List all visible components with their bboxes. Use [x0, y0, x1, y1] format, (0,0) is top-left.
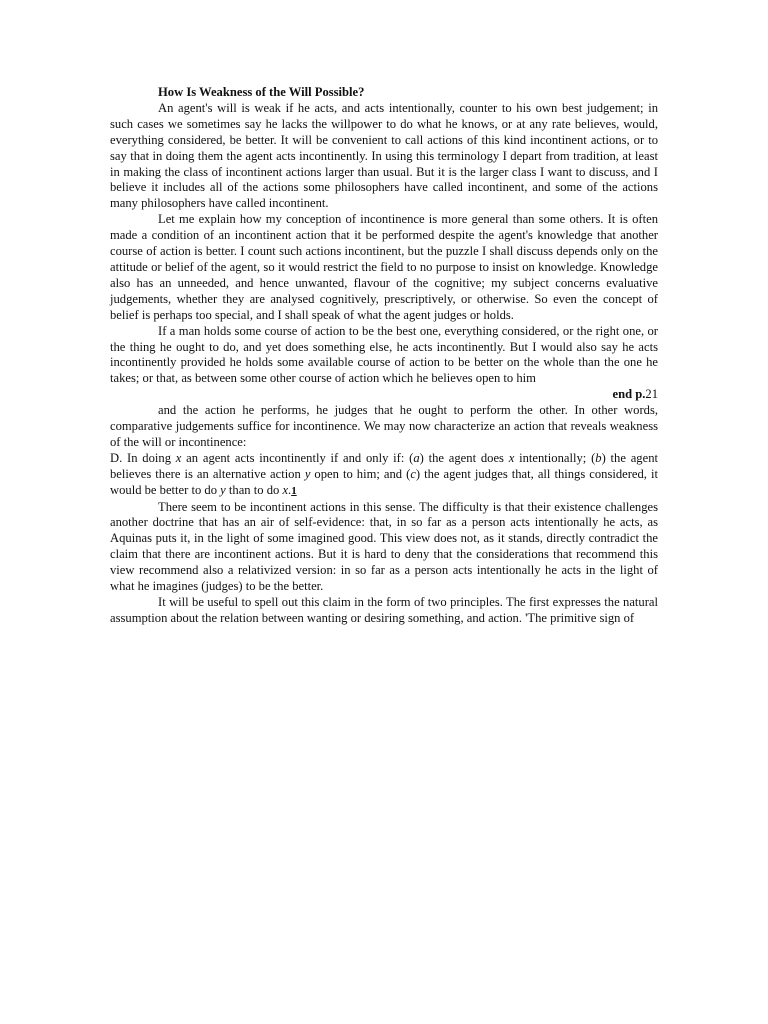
definition-var: x — [508, 450, 515, 465]
definition-text: . — [288, 482, 292, 497]
end-marker-page-number: 21 — [645, 387, 658, 402]
paragraph-2: Let me explain how my conception of incontinence is more general than some others. It is often made a condition of an incontinent action that it be performed despite the agent's knowledge that another course of action is better. I count such actions incontinent, but the puzzle I shall discuss depends only on the attitude or belief of the agent, so it would restrict the field to no purpose to insist on knowledge. Knowledge also has an unneeded, and hence unwanted, flavour of the cognitive; my subject concerns evaluative judgements, whether they are analysed cognitively, prescriptively, or otherwise. So even the concept of belief is perhaps too special, and I shall speak of what the agent judges or holds. — [110, 212, 658, 322]
definition-var: b — [595, 450, 602, 465]
definition-var: c — [410, 466, 416, 481]
page-title: How Is Weakness of the Will Possible? — [158, 85, 365, 99]
paragraph-5: There seem to be incontinent actions in this sense. The difficulty is that their existence challenges another doctrine that has an air of self-evidence: that, in so far as a person acts intentionally he acts, as Aquinas puts it, in the light of some imagined good. This view does not, as it stands, directly contradict the claim that there are incontinent actions. But it is hard to deny that the considerations that recommend this view recommend also a relativized version: in so far as a person acts intentionally he acts in the light of what he imagines (judges) to be the better. — [110, 499, 658, 594]
definition-text: ) the agent judges that, all things considered, it would be better to do — [110, 466, 658, 497]
definition-text: ) the agent does — [419, 450, 509, 465]
definition-text: ) the agent believes there is an alternative action — [110, 450, 658, 481]
definition-text: D. In doing — [110, 450, 176, 465]
paragraph-6: It will be useful to spell out this claim in the form of two principles. The first expresses the natural assumption about the relation between wanting or desiring something, and action. 'The primitive sign of — [110, 595, 658, 625]
definition-text: than to do — [225, 482, 283, 497]
paragraph-4: and the action he performs, he judges that he ought to perform the other. In other words, comparative judgements suffice for incontinence. We may now characterize an action that reveals weakness of the will or incontinence: — [110, 403, 658, 449]
paragraph-1: An agent's will is weak if he acts, and acts intentionally, counter to his own best judgement; in such cases we sometimes say he lacks the willpower to do what he knows, or at any rate believes, would, everything considered, be better. It will be convenient to call actions of this kind incontinent actions, or to say that in doing them the agent acts incontinently. In using this terminology I depart from tradition, at least in making the class of incontinent actions larger than usual. But it is the larger class I want to discuss, and I believe it includes all of the actions some philosophers have called incontinent, and some of the actions many philosophers have called incontinent. — [110, 100, 658, 211]
definition-var: y — [304, 466, 311, 481]
text-body — [110, 85, 658, 627]
footnote-link[interactable]: 1 — [291, 484, 297, 497]
definition-var: x — [175, 450, 182, 465]
definition-d — [110, 451, 658, 500]
definition-var: y — [220, 482, 226, 497]
definition-var: a — [413, 450, 420, 465]
definition-text: an agent acts incontinently if and only if: ( — [181, 450, 414, 465]
page-end-marker — [110, 387, 658, 403]
definition-text: intentionally; ( — [514, 450, 596, 465]
end-marker-label: end p. — [612, 387, 646, 402]
paragraph-3: If a man holds some course of action to be the best one, everything considered, or the right one, or the thing he ought to do, and yet does something else, he acts incontinently. But I would also say he acts incontinently provided he holds some available course of action to be better on the whole than the one he takes; or that, as between some other course of action which he believes open to him — [110, 323, 658, 386]
definition-var: x — [282, 482, 289, 497]
definition-text: open to him; and ( — [310, 466, 411, 481]
